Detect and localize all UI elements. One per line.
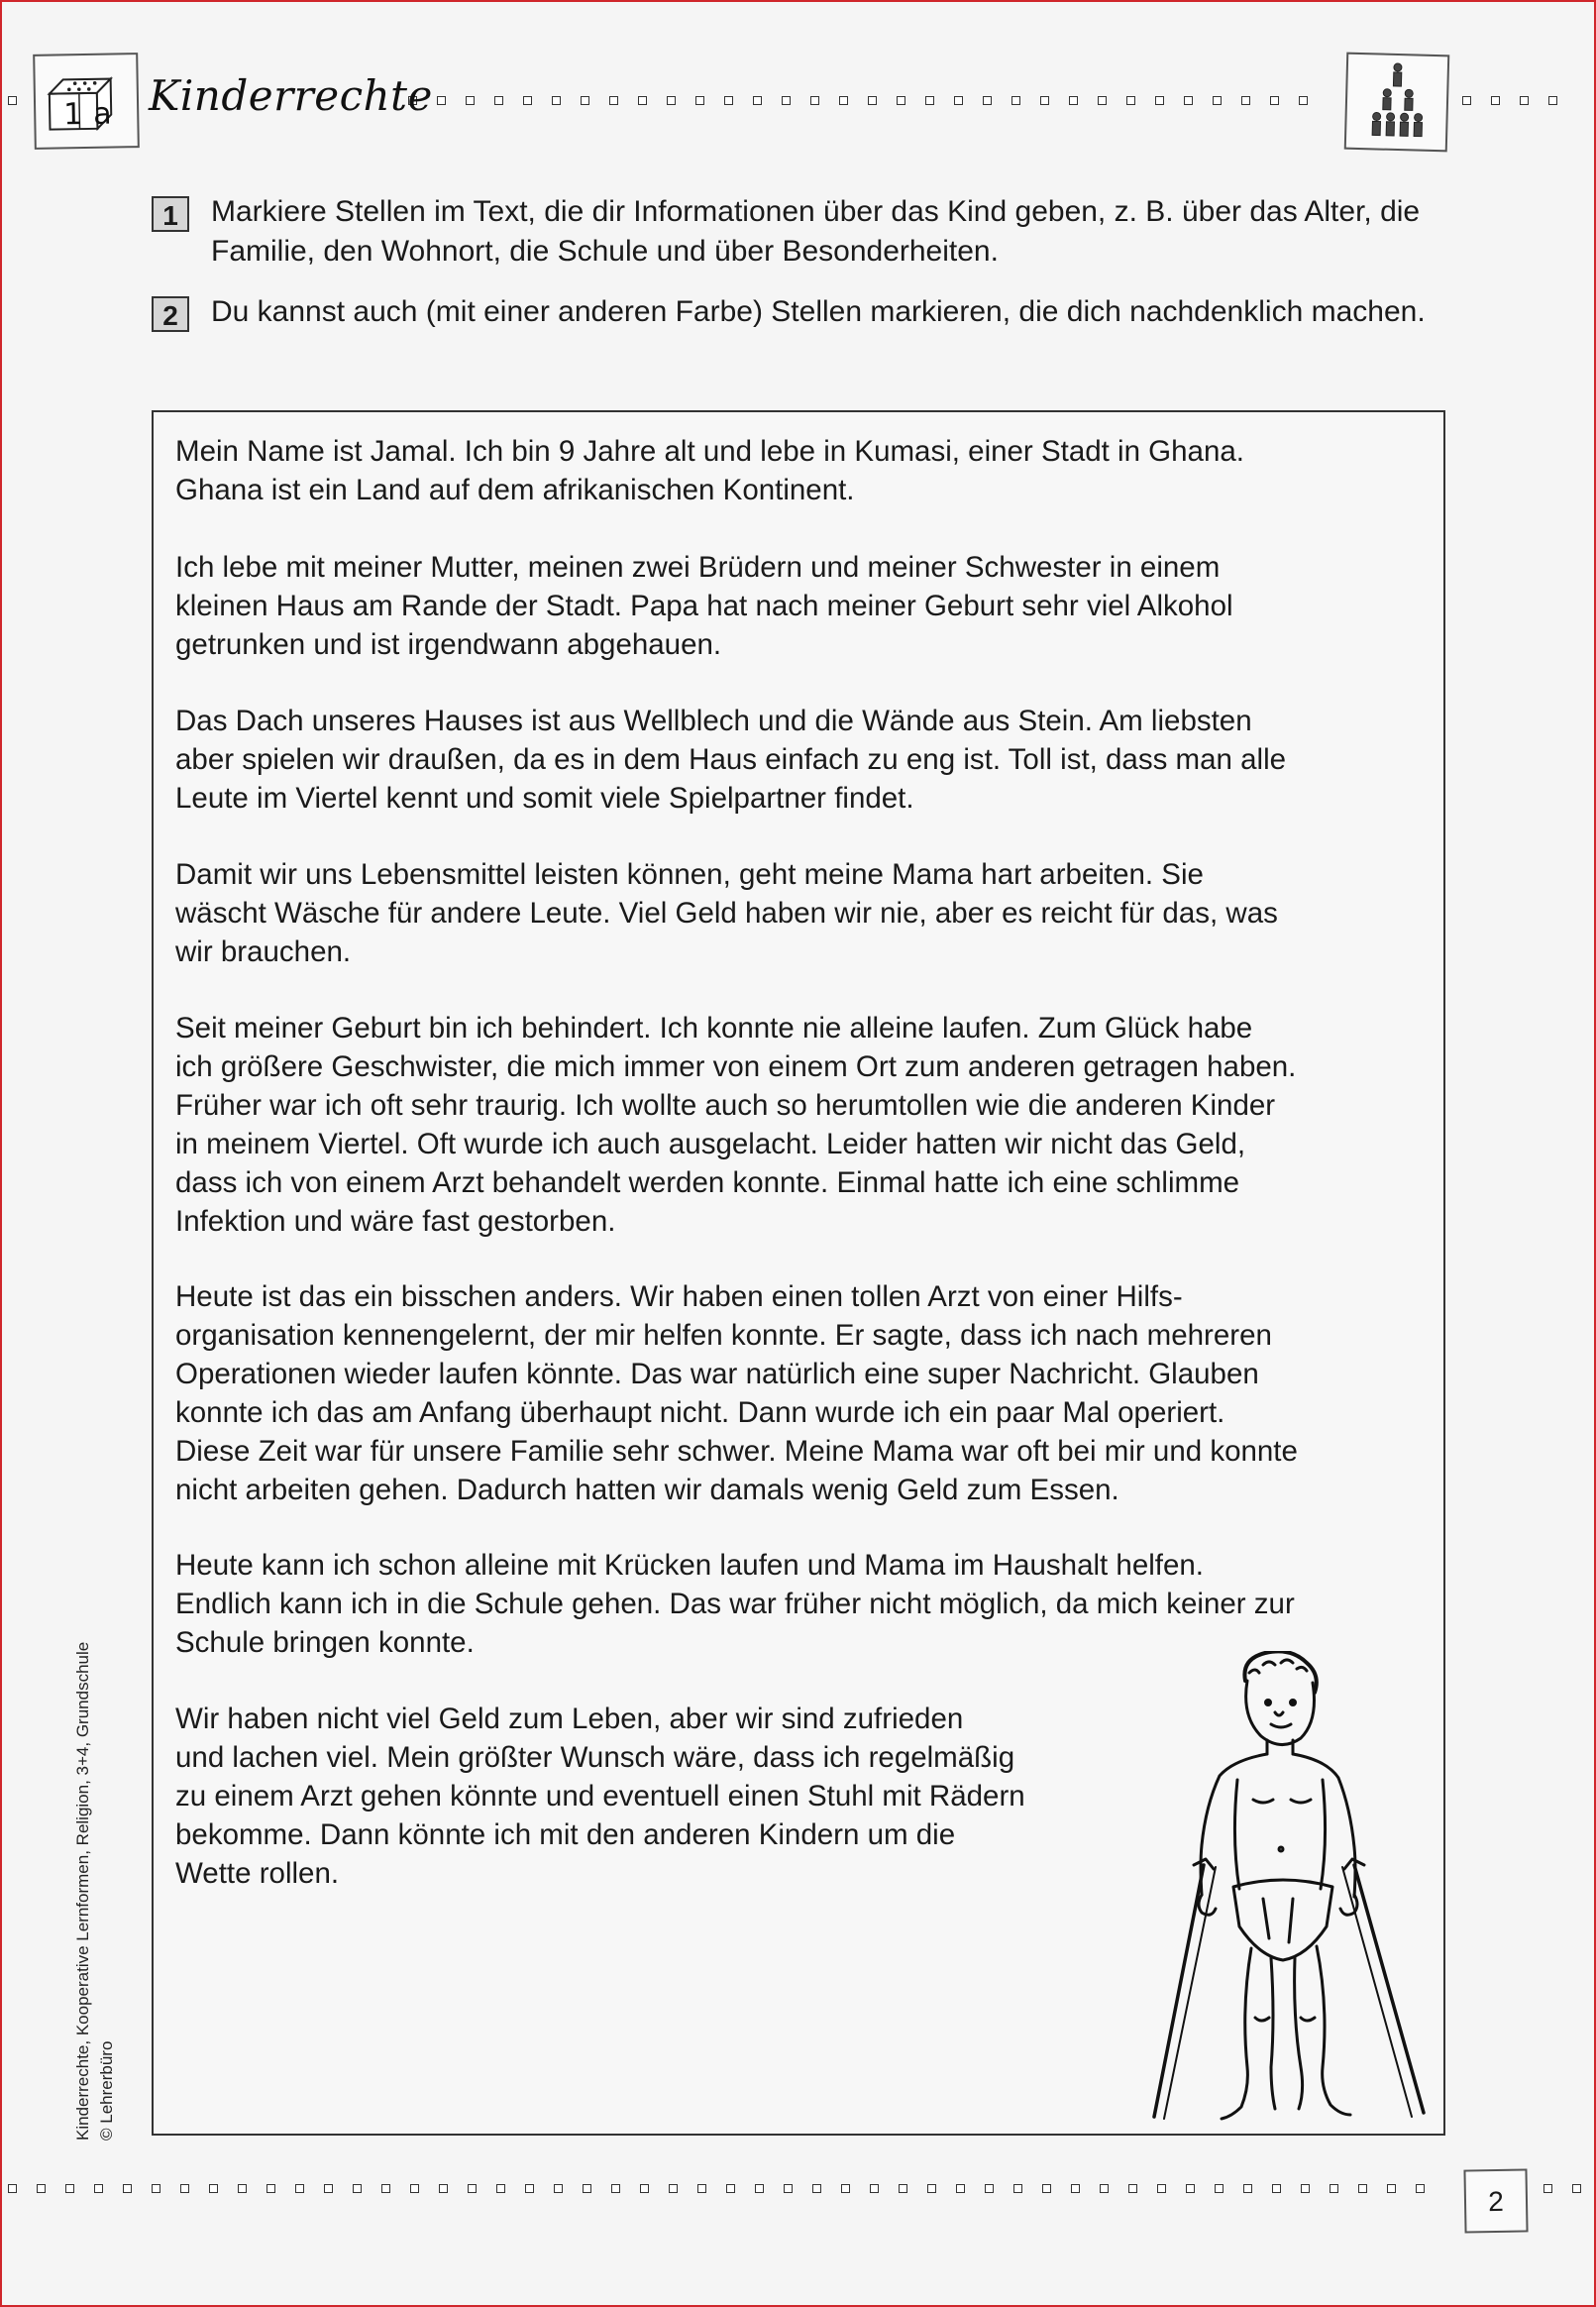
- decorative-dot: [956, 2184, 965, 2193]
- story-paragraph: Heute kann ich schon alleine mit Krücken laufen und Mama im Haushalt helfen. Endlich kann ich in die Schule gehen. Das war früher nicht möglich, da mich keiner zur Schule bringen konnte.: [175, 1549, 1295, 1659]
- decorative-dot: [1011, 96, 1020, 105]
- decorative-dot: [439, 2184, 448, 2193]
- decorative-dot: [1548, 96, 1557, 105]
- decorative-dot: [1042, 2184, 1051, 2193]
- decorative-dot: [583, 2184, 591, 2193]
- decorative-dot: [1520, 96, 1529, 105]
- decorative-dot: [611, 2184, 620, 2193]
- page-number: 2: [1463, 2168, 1528, 2233]
- decorative-dot: [810, 96, 819, 105]
- decorative-dot: [1126, 96, 1135, 105]
- decorative-dot: [839, 96, 848, 105]
- task-instruction: Markiere Stellen im Text, die dir Informationen über das Kind geben, z. B. über das Alter, die Familie, den Wohnort, die Schule und über Besonderheiten.: [211, 195, 1421, 268]
- boy-with-crutches-illustration: [1134, 1651, 1451, 2127]
- decorative-dot: [65, 2184, 74, 2193]
- decorative-dot: [266, 2184, 275, 2193]
- decorative-dot: [985, 2184, 994, 2193]
- decorative-dot: [1098, 96, 1107, 105]
- decorative-dot: [1184, 96, 1193, 105]
- decorative-dot: [1301, 2184, 1310, 2193]
- decorative-dot: [437, 96, 446, 105]
- decorative-dot: [782, 96, 791, 105]
- decorative-dot: [8, 2184, 17, 2193]
- worksheet-letter: a: [92, 96, 112, 132]
- decorative-dot: [1358, 2184, 1367, 2193]
- decorative-dot: [1243, 2184, 1252, 2193]
- decorative-dot: [1013, 2184, 1022, 2193]
- decorative-dot: [1040, 96, 1049, 105]
- worksheet-number: 1: [62, 97, 83, 133]
- story-paragraph: Mein Name ist Jamal. Ich bin 9 Jahre alt und lebe in Kumasi, einer Stadt in Ghana. Ghana ist ein Land auf dem afrikanischen Kontinent.: [175, 435, 1244, 506]
- decorative-dot: [726, 2184, 735, 2193]
- decorative-dot: [697, 2184, 706, 2193]
- decorative-dot: [466, 96, 475, 105]
- decorative-dot: [180, 2184, 189, 2193]
- header-dots-left: [8, 96, 37, 105]
- decorative-dot: [667, 96, 676, 105]
- decorative-dot: [755, 2184, 764, 2193]
- story-paragraph: Heute ist das ein bisschen anders. Wir haben einen tollen Arzt von einer Hilfs- organisation kennengelernt, der mir helfen konnte. Er sagte, dass ich nach mehreren Operationen wieder laufen könnte. Das war natürlich eine super Nachricht. Glauben konnte ich das am Anfang überhaupt nicht. Dann wurde ich ein paar Mal operiert. Diese Zeit war für unsere Familie sehr schwer. Meine Mama war oft bei mir und konnte nicht arbeiten gehen. Dadurch hatten wir damals wenig Geld zum Essen.: [175, 1280, 1298, 1506]
- decorative-dot: [1387, 2184, 1396, 2193]
- decorative-dot: [1330, 2184, 1338, 2193]
- decorative-dot: [1491, 96, 1500, 105]
- decorative-dot: [353, 2184, 362, 2193]
- task-2: [152, 292, 1439, 376]
- decorative-dot: [37, 2184, 46, 2193]
- decorative-dot: [123, 2184, 132, 2193]
- footer-dots-right: [1543, 2184, 1596, 2193]
- decorative-dot: [870, 2184, 879, 2193]
- decorative-dot: [899, 2184, 907, 2193]
- story-paragraph: Wir haben nicht viel Geld zum Leben, aber wir sind zufrieden und lachen viel. Mein größter Wunsch wäre, dass ich regelmäßig zu einem Arzt gehen könnte und eventuell einen Stuhl mit Rädern bekomme. Dann könnte ich mit den anderen Kindern um die Wette rollen.: [175, 1703, 1025, 1890]
- credit-line: © Lehrerbüro: [97, 2040, 116, 2141]
- task-1: [152, 192, 1439, 275]
- decorative-dot: [1155, 96, 1164, 105]
- story-paragraph: Damit wir uns Lebensmittel leisten können, geht meine Mama hart arbeiten. Sie wäscht Wäsche für andere Leute. Viel Geld haben wir nie, aber es reicht für das, was wir brauchen.: [175, 858, 1278, 968]
- decorative-dot: [554, 2184, 563, 2193]
- decorative-dot: [1157, 2184, 1166, 2193]
- task-instruction: Du kannst auch (mit einer anderen Farbe) Stellen markieren, die dich nachdenklich machen.: [211, 295, 1426, 328]
- decorative-dot: [1241, 96, 1250, 105]
- story-paragraph: Das Dach unseres Hauses ist aus Wellblech und die Wände aus Stein. Am liebsten aber spielen wir draußen, da es in dem Haus einfach zu eng ist. Toll ist, dass man alle Leute im Viertel kennt und somit viele Spielpartner findet.: [175, 705, 1287, 815]
- decorative-dot: [1186, 2184, 1195, 2193]
- credit-line: Kinderrechte, Kooperative Lernformen, Religion, 3+4, Grundschule: [73, 1641, 92, 2141]
- decorative-dot: [410, 2184, 419, 2193]
- decorative-dot: [552, 96, 561, 105]
- decorative-dot: [152, 2184, 160, 2193]
- copyright-credit: [71, 1642, 119, 2141]
- decorative-dot: [209, 2184, 218, 2193]
- story-paragraph: Seit meiner Geburt bin ich behindert. Ich konnte nie alleine laufen. Zum Glück habe ich größere Geschwister, die mich immer von einem Ort zum anderen getragen haben. Früher war ich oft sehr traurig. Ich wollte auch so herumtollen wie die anderen Kinder in meinem Viertel. Oft wurde ich auch ausgelacht. Leider hatten wir nicht das Geld, dass ich von einem Arzt behandelt werden konnte. Einmal hatte ich eine schlimme Infektion und wäre fast gestorben.: [175, 1012, 1297, 1238]
- decorative-dot: [238, 2184, 247, 2193]
- decorative-dot: [812, 2184, 821, 2193]
- story-box: [152, 410, 1445, 2136]
- decorative-dot: [753, 96, 762, 105]
- decorative-dot: [523, 96, 532, 105]
- decorative-dot: [1416, 2184, 1425, 2193]
- decorative-dot: [724, 96, 733, 105]
- decorative-dot: [1071, 2184, 1080, 2193]
- story-paragraph: Ich lebe mit meiner Mutter, meinen zwei Brüdern und meiner Schwester in einem kleinen Haus am Rande der Stadt. Papa hat nach meiner Geburt sehr viel Alkohol getrunken und ist irgendwann abgehauen.: [175, 551, 1233, 661]
- decorative-dot: [381, 2184, 390, 2193]
- decorative-dot: [927, 2184, 936, 2193]
- decorative-dot: [841, 2184, 850, 2193]
- decorative-dot: [496, 2184, 505, 2193]
- decorative-dot: [581, 96, 589, 105]
- page-title: Kinderrechte: [149, 71, 433, 120]
- decorative-dot: [324, 2184, 333, 2193]
- decorative-dot: [1100, 2184, 1109, 2193]
- decorative-dot: [1270, 96, 1279, 105]
- header-dots: [408, 96, 1328, 105]
- decorative-dot: [640, 2184, 649, 2193]
- worksheet-badge: [33, 53, 140, 150]
- decorative-dot: [897, 96, 905, 105]
- decorative-dot: [983, 96, 992, 105]
- decorative-dot: [525, 2184, 534, 2193]
- decorative-dot: [468, 2184, 477, 2193]
- decorative-dot: [295, 2184, 304, 2193]
- decorative-dot: [94, 2184, 103, 2193]
- decorative-dot: [868, 96, 877, 105]
- header-dots-right: [1462, 96, 1577, 105]
- group-work-badge: [1344, 53, 1450, 153]
- decorative-dot: [1213, 96, 1222, 105]
- decorative-dot: [609, 96, 618, 105]
- decorative-dot: [1069, 96, 1078, 105]
- group-figures-icon: [1346, 55, 1443, 146]
- task-number-badge: 2: [152, 296, 189, 332]
- decorative-dot: [954, 96, 963, 105]
- decorative-dot: [695, 96, 704, 105]
- decorative-dot: [1462, 96, 1471, 105]
- decorative-dot: [669, 2184, 678, 2193]
- footer-dots: [8, 2184, 1444, 2193]
- decorative-dot: [784, 2184, 793, 2193]
- decorative-dot: [494, 96, 503, 105]
- decorative-dot: [1299, 96, 1308, 105]
- decorative-dot: [1215, 2184, 1224, 2193]
- decorative-dot: [1272, 2184, 1281, 2193]
- decorative-dot: [925, 96, 934, 105]
- task-number-badge: 1: [152, 196, 189, 232]
- decorative-dot: [638, 96, 647, 105]
- decorative-dot: [1128, 2184, 1137, 2193]
